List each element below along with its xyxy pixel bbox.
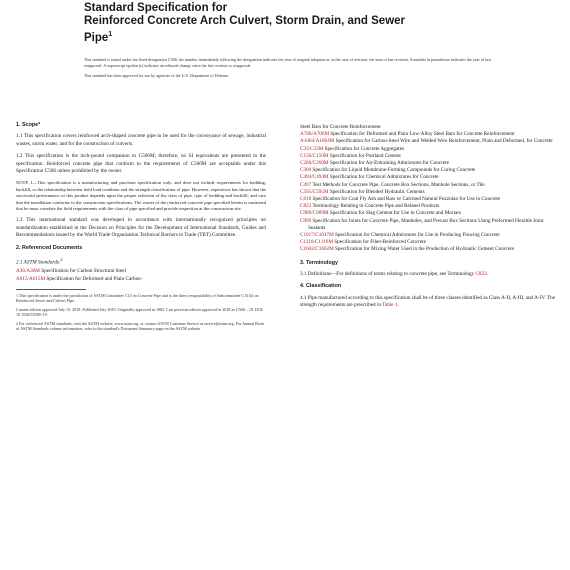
footnote-2: 2 For referenced ASTM standards, visit the ASTM website, www.astm.org, or contact ASTM Customer Service at service@astm.org. For Annual Book of ASTM Standards volume information, refer to the standard's Document Summary page on the ASTM website. bbox=[16, 320, 265, 332]
astm-standards-subheading: 2.1 ASTM Standards:$^2$ bbox=[16, 257, 63, 266]
scope-heading: 1. Scope* bbox=[16, 122, 41, 128]
reference-item[interactable]: C1116/C1116M Specification for Fiber-Reinforced Concrete bbox=[300, 239, 426, 246]
scope-1-2: 1.2 This specification is the inch-pound companion to C506M; therefore, no SI equivalents are presented in the specification. Reinforced concrete pipe that conform to the requirements of C506M are acceptable under this Specification C506 unless prohibited by the owner. bbox=[16, 153, 266, 175]
title-line-2: Reinforced Concrete Arch Culvert, Storm Drain, and Sewer bbox=[84, 15, 406, 27]
table-1-link[interactable]: Table 1 bbox=[382, 302, 398, 309]
left-reference-list bbox=[16, 268, 266, 283]
classification-4-1: 4.1 Pipe manufactured according to this specification shall be of three classes identified as Class A-II, A-III, and A-IV. The strength requirements are prescribed in Table 1. bbox=[300, 294, 555, 309]
terminology-heading: 3. Terminology bbox=[300, 259, 338, 266]
referenced-documents-heading: 2. Referenced Documents bbox=[16, 244, 83, 251]
title-line-3: Pipe$^1$ bbox=[84, 31, 113, 44]
right-column bbox=[300, 124, 555, 315]
right-reference-list bbox=[300, 124, 555, 254]
reference-item[interactable]: C33/C33M Specification for Concrete Aggregates bbox=[300, 145, 405, 152]
terminology-3-1: 3.1 Definitions—For definitions of terms relating to concrete pipe, see Terminology C822. bbox=[300, 271, 488, 278]
reference-item: Steel Bars for Concrete Reinforcement bbox=[300, 124, 381, 130]
reference-item[interactable]: C260/C260M Specification for Air-Entraining Admixtures for Concrete bbox=[300, 160, 449, 167]
scope-1-3: 1.3 This international standard was developed in accordance with internationally recognized principles on standardization established in the Decision on Principles for the Development of International Standards, Guides and Recommendations issued by the World Trade Organization Technical Barriers to Trade (TBT) Committee. bbox=[16, 217, 266, 239]
footnote-1: 1 This specification is under the jurisdiction of ASTM Committee C13 on Concrete Pipe and is the direct responsibility of Subcommittee C13.02 on Reinforced Sewer and Culvert Pipe. bbox=[16, 293, 259, 304]
reference-item[interactable]: A1064/A1064M Specification for Carbon-Steel Wire and Welded Wire Reinforcement, Plain and Deformed, for Concrete bbox=[300, 138, 553, 145]
reference-item[interactable]: C497 Test Methods for Concrete Pipe, Concrete Box Sections, Manhole Sections, or Tile bbox=[300, 181, 485, 188]
dod-approval-notice: This standard has been approved for use by agencies of the U.S. Department of Defense. bbox=[84, 73, 230, 79]
reference-item[interactable]: A706/A706M Specification for Deformed and Plain Low-Alloy Steel Bars for Concrete Reinforcement bbox=[300, 131, 515, 138]
left-column bbox=[16, 122, 266, 334]
classification-heading: 4. Classification bbox=[300, 283, 342, 290]
document-title bbox=[84, 2, 504, 45]
reference-item[interactable]: C618 Specification for Coal Fly Ash and Raw or Calcined Natural Pozzolan for Use in Concrete bbox=[300, 196, 501, 203]
footnote-divider bbox=[16, 289, 86, 290]
reference-item[interactable]: C1602/C1602M Specification for Mixing Water Used in the Production of Hydraulic Cement Concrete bbox=[300, 246, 514, 253]
reference-item[interactable]: A36/A36M Specification for Carbon Structural Steel bbox=[16, 268, 126, 275]
title-footnote-mark: 1 bbox=[108, 31, 113, 38]
footnote-edition: Current edition approved July 15, 2019. Published July 2019. Originally approved in 1963. Last previous edition approved in 2018 as C506 – 18. DOI: 10.1520/C0506-19. bbox=[16, 306, 264, 318]
reference-item[interactable]: C150/C150M Specification for Portland Cement bbox=[300, 152, 401, 159]
reference-item[interactable]: C990 Specification for Joints for Concrete Pipe, Manholes, and Precast Box Sections Using Preformed Flexible Joint Sealants bbox=[300, 217, 544, 231]
reference-item[interactable]: C494/C494M Specification for Chemical Admixtures for Concrete bbox=[300, 174, 439, 181]
reference-item[interactable]: C309 Specification for Liquid Membrane-Forming Compounds for Curing Concrete bbox=[300, 167, 476, 174]
scope-1-1: 1.1 This specification covers reinforced arch-shaped concrete pipe to be used for the conveyance of sewage, industrial wastes, storm water, and for the construction of culverts. bbox=[16, 133, 266, 147]
reference-item[interactable]: C1017/C1017M Specification for Chemical Admixtures for Use in Producing Flowing Concrete bbox=[300, 232, 500, 239]
reference-item[interactable]: C822 Terminology Relating to Concrete Pipe and Related Products bbox=[300, 203, 440, 210]
designation-notice: This standard is issued under the fixed designation C506; the number immediately following the designation indicates the year of original adoption or, in the case of revision, the year of last revision. A number in parentheses indicates the year of last reapproval. A superscript epsilon (ε) indicates an editorial change since the last revision or reapproval. bbox=[84, 57, 491, 68]
reference-item[interactable]: C989/C989M Specification for Slag Cement for Use in Concrete and Mortars bbox=[300, 210, 462, 217]
terminology-link[interactable]: C822 bbox=[475, 271, 487, 278]
scope-note-1: NOTE 1—This specification is a manufacturing and purchase specification only, and does not include requirements for bedding, backfill, or the relationship between field load condition and the strength classification of pipe. However, experience has shown that the successful performance of this product depends upon the proper selection of the class of pipe, type of bedding and backfill, and care that the installation conforms to the construction specifications. The owner of the reinforced concrete pipe specified herein is cautioned that he must correlate the field requirements with the class of pipe specified and provide inspection at the construction site. bbox=[16, 180, 266, 212]
standard-notice bbox=[84, 57, 494, 84]
reference-item[interactable]: C595/C595M Specification for Blended Hydraulic Cements bbox=[300, 188, 425, 195]
title-line-1: Standard Specification for bbox=[84, 2, 228, 14]
reference-item[interactable]: A615/A615M Specification for Deformed and Plain Carbon- bbox=[16, 275, 143, 282]
